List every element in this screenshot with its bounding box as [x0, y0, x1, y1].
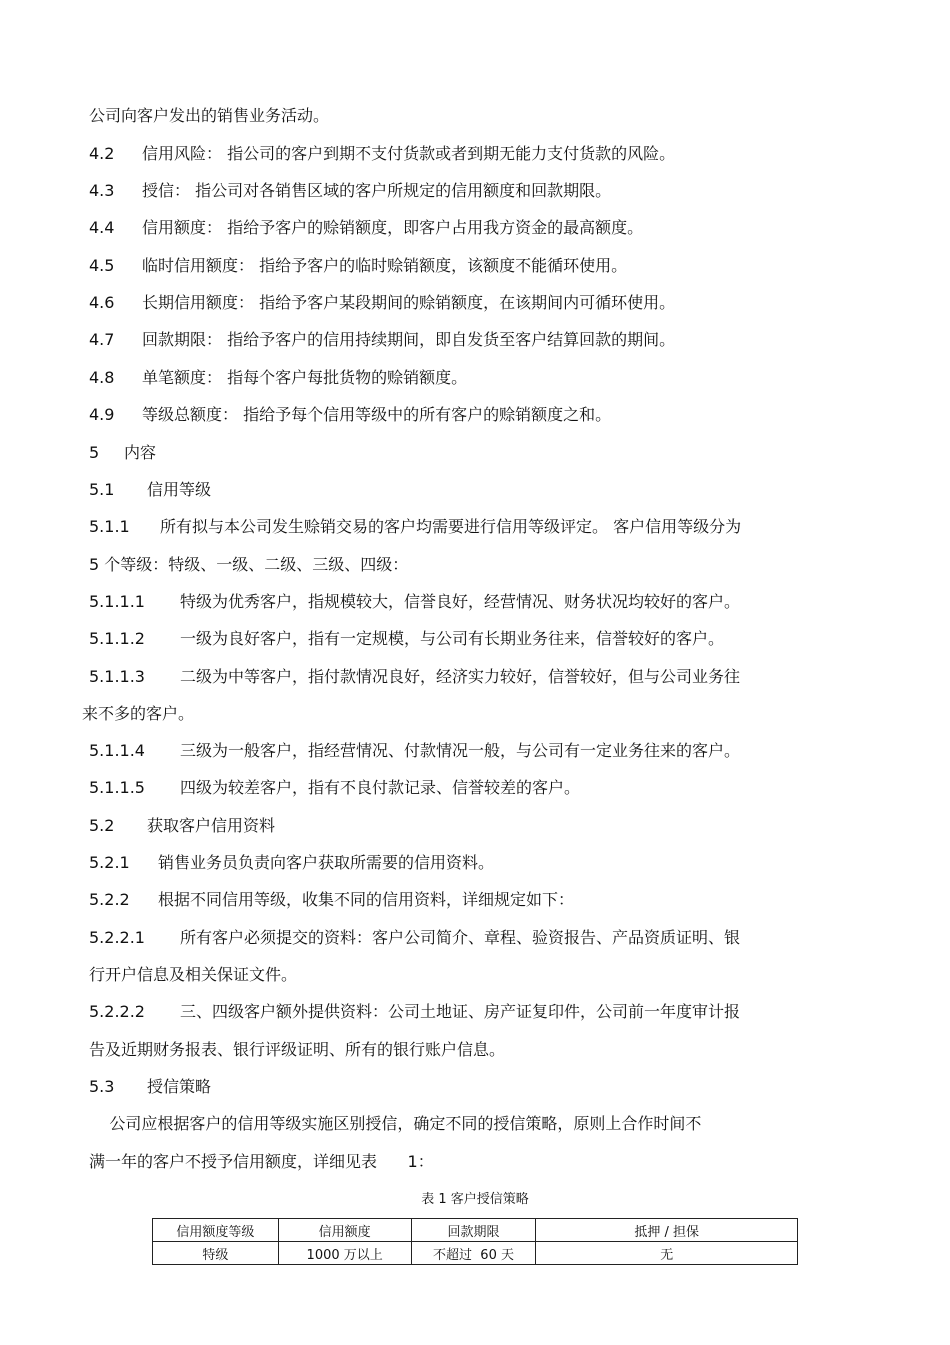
section-number: 5.1.1.4 [89, 741, 145, 760]
line-text: 告及近期财务报表、银行评级证明、所有的银行账户信息。 [89, 1040, 506, 1059]
table-caption: 表 1 客户授信策略 [421, 1192, 529, 1207]
section-number: 5.1.1.3 [89, 667, 145, 686]
section-number: 5 [89, 443, 100, 462]
line-text: 长期信用额度： 指给予客户某段期间的赊销额度，在该期间内可循环使用。 [142, 293, 676, 312]
line-text: 二级为中等客户，指付款情况良好，经济实力较好，信誉较好，但与公司业务往 [180, 667, 741, 686]
line-text: 单笔额度： 指每个客户每批货物的赊销额度。 [142, 368, 468, 387]
section-number: 5.1 [89, 480, 115, 499]
section-number: 4.4 [89, 218, 115, 237]
table-cell: 1000 万以上 [278, 1242, 411, 1265]
section-number: 5.2 [89, 816, 115, 835]
line-text: 信用风险： 指公司的客户到期不支付货款或者到期无能力支付货款的风险。 [142, 144, 676, 163]
line-text: 来不多的客户。 [82, 704, 195, 723]
section-number: 5.2.2.1 [89, 928, 145, 947]
section-number: 5.1.1.2 [89, 629, 145, 648]
line-text: 所有拟与本公司发生赊销交易的客户均需要进行信用等级评定。 客户信用等级分为 [160, 517, 742, 536]
line-text: 三级为一般客户，指经营情况、付款情况一般，与公司有一定业务往来的客户。 [180, 741, 741, 760]
section-number: 4.5 [89, 256, 115, 275]
line-text: 特级为优秀客户，指规模较大，信誉良好，经营情况、财务状况均较好的客户。 [180, 592, 741, 611]
line-text: 四级为较差客户，指有不良付款记录、信誉较差的客户。 [180, 778, 581, 797]
section-number: 5.2.2 [89, 890, 130, 909]
section-number: 4.7 [89, 330, 115, 349]
section-title: 授信策略 [147, 1077, 212, 1096]
section-number: 4.2 [89, 144, 115, 163]
table-header-cell: 信用额度 [278, 1219, 411, 1242]
section-number: 5.2.1 [89, 853, 130, 872]
line-text: 信用额度： 指给予客户的赊销额度，即客户占用我方资金的最高额度。 [142, 218, 644, 237]
table-header-cell: 信用额度等级 [153, 1219, 279, 1242]
table-cell: 不超过 60 天 [411, 1242, 536, 1265]
section-number: 4.3 [89, 181, 115, 200]
table-header-row [153, 1219, 798, 1242]
line-text: 回款期限： 指给予客户的信用持续期间，即自发货至客户结算回款的期间。 [142, 330, 676, 349]
line-text: 公司向客户发出的销售业务活动。 [89, 106, 330, 125]
line-text: 行开户信息及相关保证文件。 [89, 965, 298, 984]
table-cell: 无 [536, 1242, 798, 1265]
line-text: 5 个等级：特级、一级、二级、三级、四级： [89, 555, 409, 574]
line-text: 一级为良好客户，指有一定规模，与公司有长期业务往来，信誉较好的客户。 [180, 629, 725, 648]
credit-policy-table [152, 1218, 798, 1265]
section-number: 5.1.1 [89, 517, 130, 536]
line-text: 根据不同信用等级，收集不同的信用资料，详细规定如下： [158, 890, 575, 909]
line-text: 等级总额度： 指给予每个信用等级中的所有客户的赊销额度之和。 [142, 405, 612, 424]
section-title: 信用等级 [147, 480, 212, 499]
table-row [153, 1242, 798, 1265]
line-text: 临时信用额度： 指给予客户的临时赊销额度，该额度不能循环使用。 [142, 256, 628, 275]
section-number: 5.3 [89, 1077, 115, 1096]
section-number: 4.9 [89, 405, 115, 424]
table-header-cell: 回款期限 [411, 1219, 536, 1242]
table-header-cell: 抵押 / 担保 [536, 1219, 798, 1242]
line-text: 所有客户必须提交的资料：客户公司简介、章程、验资报告、产品资质证明、银 [180, 928, 741, 947]
line-text: 授信： 指公司对各销售区域的客户所规定的信用额度和回款期限。 [142, 181, 612, 200]
line-text: 三、四级客户额外提供资料：公司土地证、房产证复印件，公司前一年度审计报 [180, 1002, 741, 1021]
line-text: 销售业务员负责向客户获取所需要的信用资料。 [158, 853, 495, 872]
table-cell: 特级 [153, 1242, 279, 1265]
section-number: 5.2.2.2 [89, 1002, 145, 1021]
section-number: 5.1.1.1 [89, 592, 145, 611]
section-number: 4.8 [89, 368, 115, 387]
section-title: 获取客户信用资料 [147, 816, 276, 835]
line-text: 公司应根据客户的信用等级实施区别授信，确定不同的授信策略，原则上合作时间不 [89, 1114, 702, 1133]
section-number: 4.6 [89, 293, 115, 312]
line-text: 满一年的客户不授予信用额度，详细见表 1： [89, 1152, 434, 1171]
section-title: 内容 [124, 443, 157, 462]
section-number: 5.1.1.5 [89, 778, 145, 797]
